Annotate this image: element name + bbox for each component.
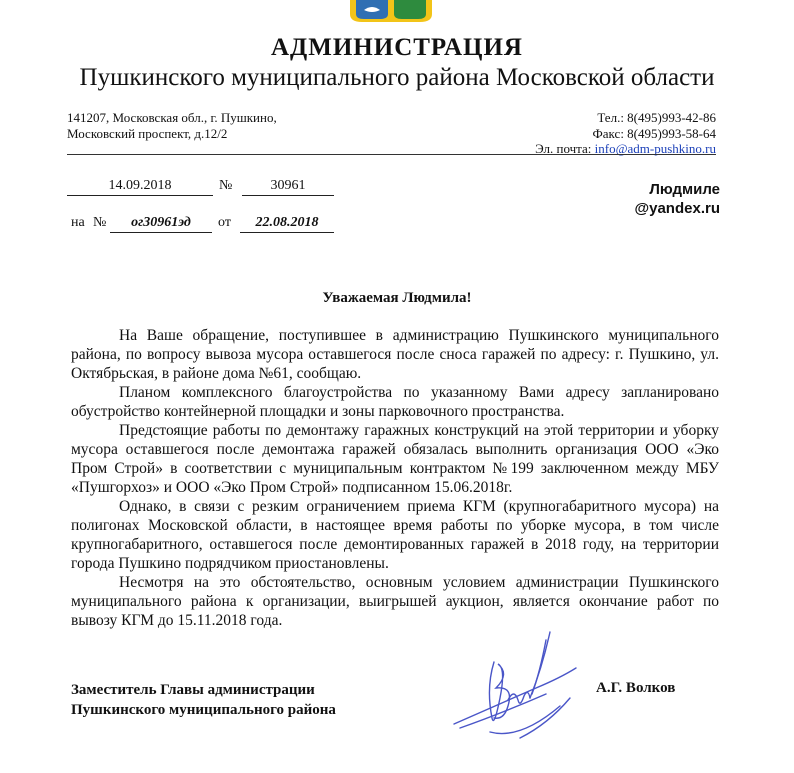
body-paragraph-4: Однако, в связи с резким ограничением приема КГМ (крупногабаритного мусора) на полигонах Московской области, в настоящее время работы по уборке мусора, в том числе крупногабаритного, оставшегося после демонтированных гаражей в 2018 году, на территории города Пушкино подрядчиком приостановлены.: [71, 498, 719, 572]
signatory-position-line-2: Пушкинского муниципального района: [71, 702, 336, 718]
header-subtitle: Пушкинского муниципального района Московской области: [79, 64, 715, 91]
recipient-email: @yandex.ru: [634, 200, 720, 217]
signatory-position: [71, 680, 336, 720]
fax-number: Факс: 8(495)993-58-64: [592, 126, 716, 141]
on-label: на: [71, 215, 85, 230]
letter-body: [71, 326, 719, 630]
body-paragraph-2: Планом комплексного благоустройства по указанному Вами адресу запланировано обустройство контейнерной площадки и зоны парковочного пространства.: [71, 384, 719, 420]
body-paragraph-3: Предстоящие работы по демонтажу гаражных конструкций на этой территории и уборку мусора оставшегося после демонтажа гаражей обязалась выполнить организация ООО «Эко Пром Строй» в соответствии с муниципальным контрактом №199 заключенном между МБУ «Пушгорхоз» и ООО «Эко Пром Строй» подписанном 15.06.2018г.: [71, 422, 719, 496]
body-paragraph-1: На Ваше обращение, поступившее в администрацию Пушкинского муниципального района, по вопросу вывоза мусора оставшегося после сноса гаражей по адресу: г. Пушкино, ул. Октябрьская, в районе дома №61, сообщаю.: [71, 327, 719, 382]
incoming-number: ог30961эд: [110, 215, 212, 233]
outgoing-number: 30961: [242, 178, 334, 196]
handwritten-signature: [450, 628, 600, 758]
email-label: Эл. почта:: [535, 141, 592, 156]
signatory-position-line-1: Заместитель Главы администрации: [71, 682, 315, 698]
greeting: Уважаемая Людмила!: [322, 290, 472, 306]
address-line-2: Московский проспект, д.12/2: [67, 126, 228, 141]
on-number-sign: №: [93, 215, 107, 230]
incoming-date: 22.08.2018: [240, 215, 334, 233]
phone-number: Тел.: 8(495)993-42-86: [597, 110, 716, 125]
number-sign: №: [219, 178, 233, 193]
signatory-name: А.Г. Волков: [596, 680, 676, 696]
coat-of-arms-emblem: [350, 0, 432, 22]
from-label: от: [218, 215, 231, 230]
recipient-name: Людмиле: [649, 181, 720, 198]
outgoing-date: 14.09.2018: [67, 178, 213, 196]
body-paragraph-5: Несмотря на это обстоятельство, основным условием администрации Пушкинского муниципального района к организации, выигрышей аукцион, является окончание работ по вывозу КГМ до 15.11.2018 года.: [71, 574, 719, 629]
header-title: АДМИНИСТРАЦИЯ: [271, 34, 523, 61]
header-divider: [67, 154, 716, 155]
email-link[interactable]: info@adm-pushkino.ru: [594, 141, 716, 156]
address-line-1: 141207, Московская обл., г. Пушкино,: [67, 110, 277, 125]
